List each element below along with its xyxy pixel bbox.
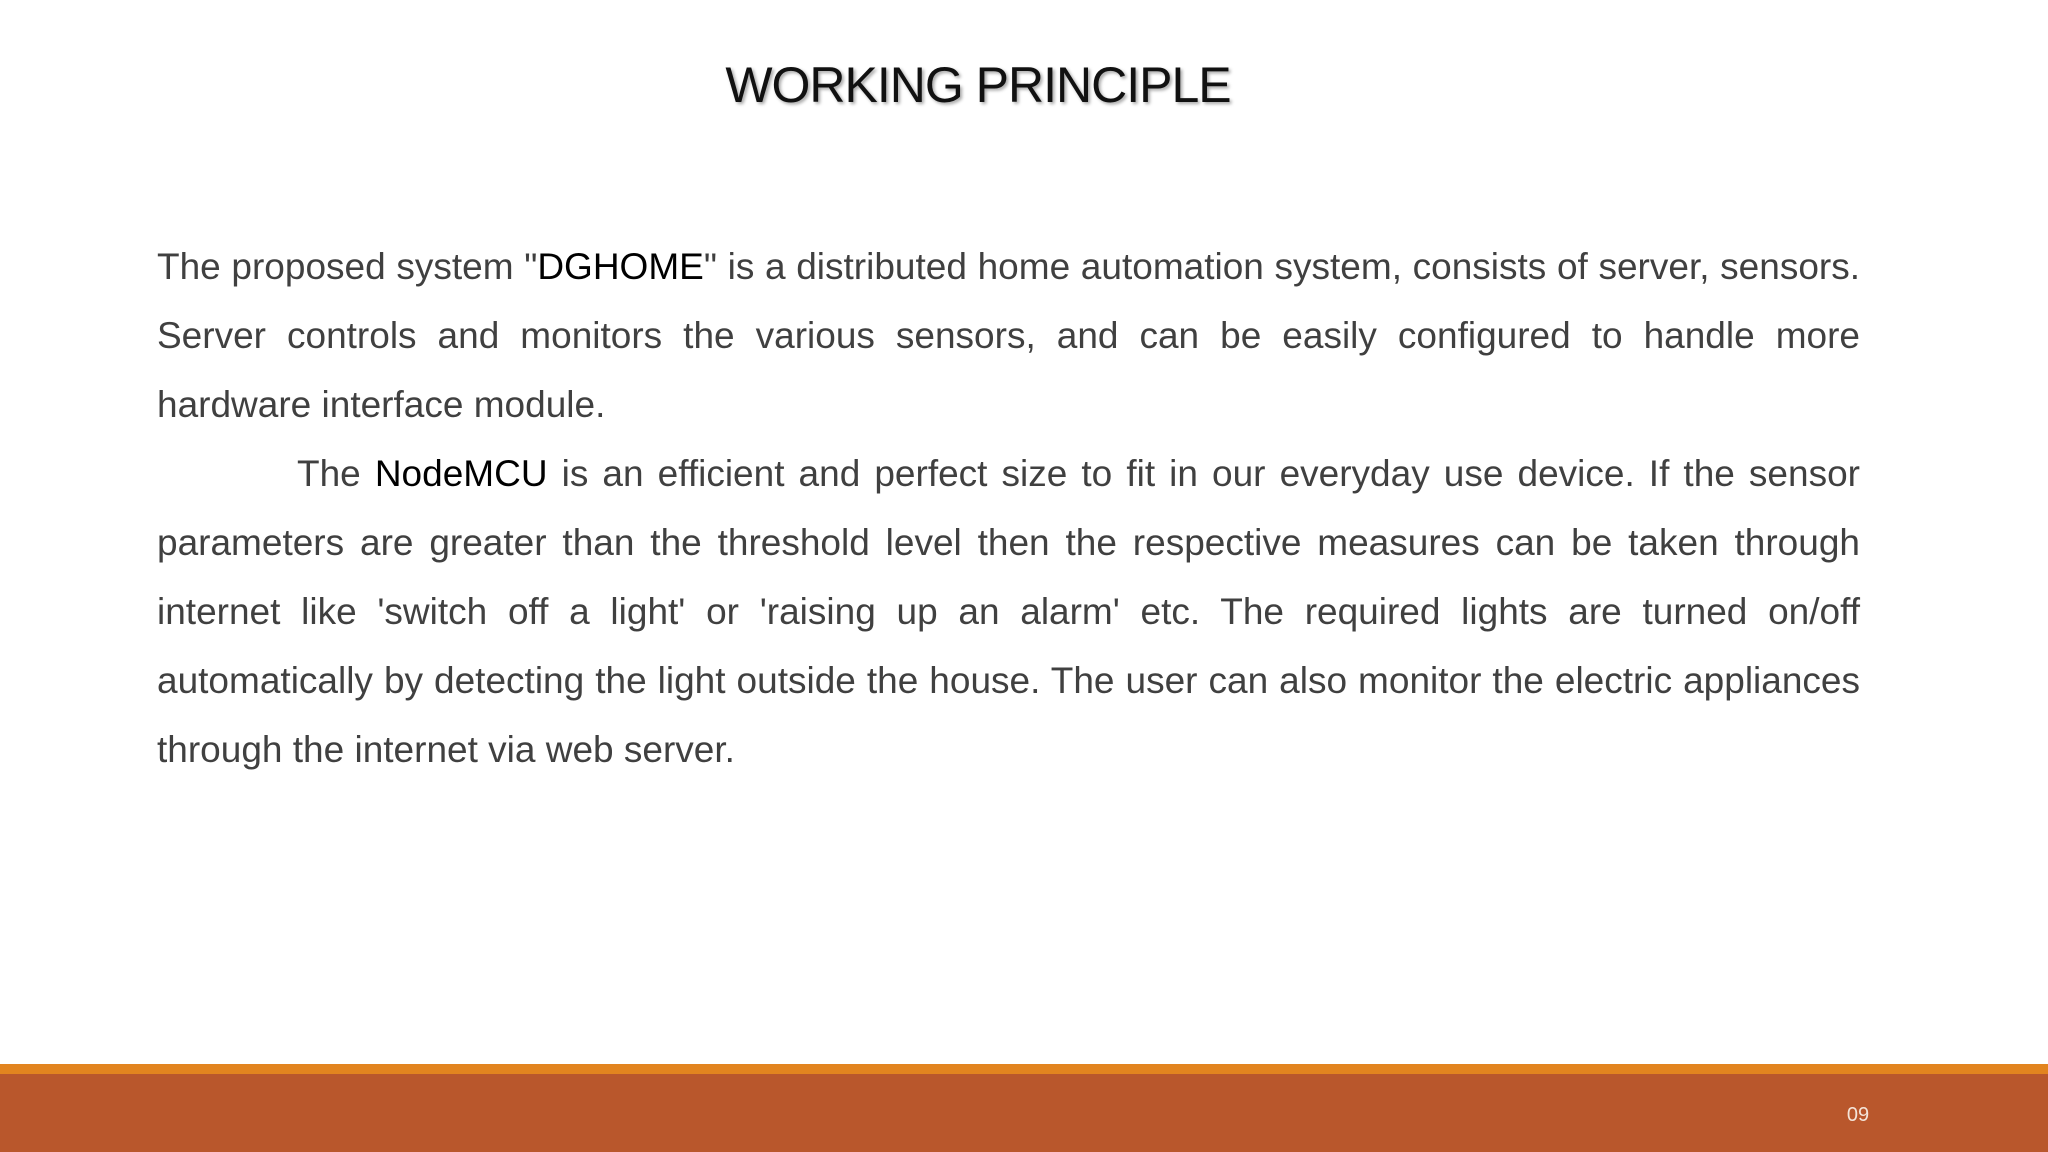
paragraph-1-before: The proposed system " [157,246,538,287]
paragraph-2-after: is an efficient and perfect size to fit in our everyday use device. If the sensor parameters are greater than the threshold level then the respective measures can be taken through internet like 'switch off a light' or 'raising up an alarm' etc. The required lights are turned on/off automatically by detecting the light outside the house. The user can also monitor the electric appliances through the internet via web server. [157,453,1860,770]
dghome-highlight: DGHOME [537,246,704,287]
footer-bar [0,1074,2048,1152]
paragraph-2-before: The [297,453,375,494]
paragraph-2 [157,439,1860,784]
slide-title: WORKING PRINCIPLE [725,57,1231,113]
footer-accent-line [0,1064,2048,1074]
page-number: 09 [1846,1104,1870,1126]
paragraph-1-after: " is a distributed home automation system, consists of server, sensors. Server controls and monitors the various sensors, and can be easily configured to handle more hardware interface module. [157,246,1860,425]
slide-body [157,232,1860,784]
nodemcu-highlight: NodeMCU [374,453,548,494]
paragraph-1 [157,232,1860,439]
